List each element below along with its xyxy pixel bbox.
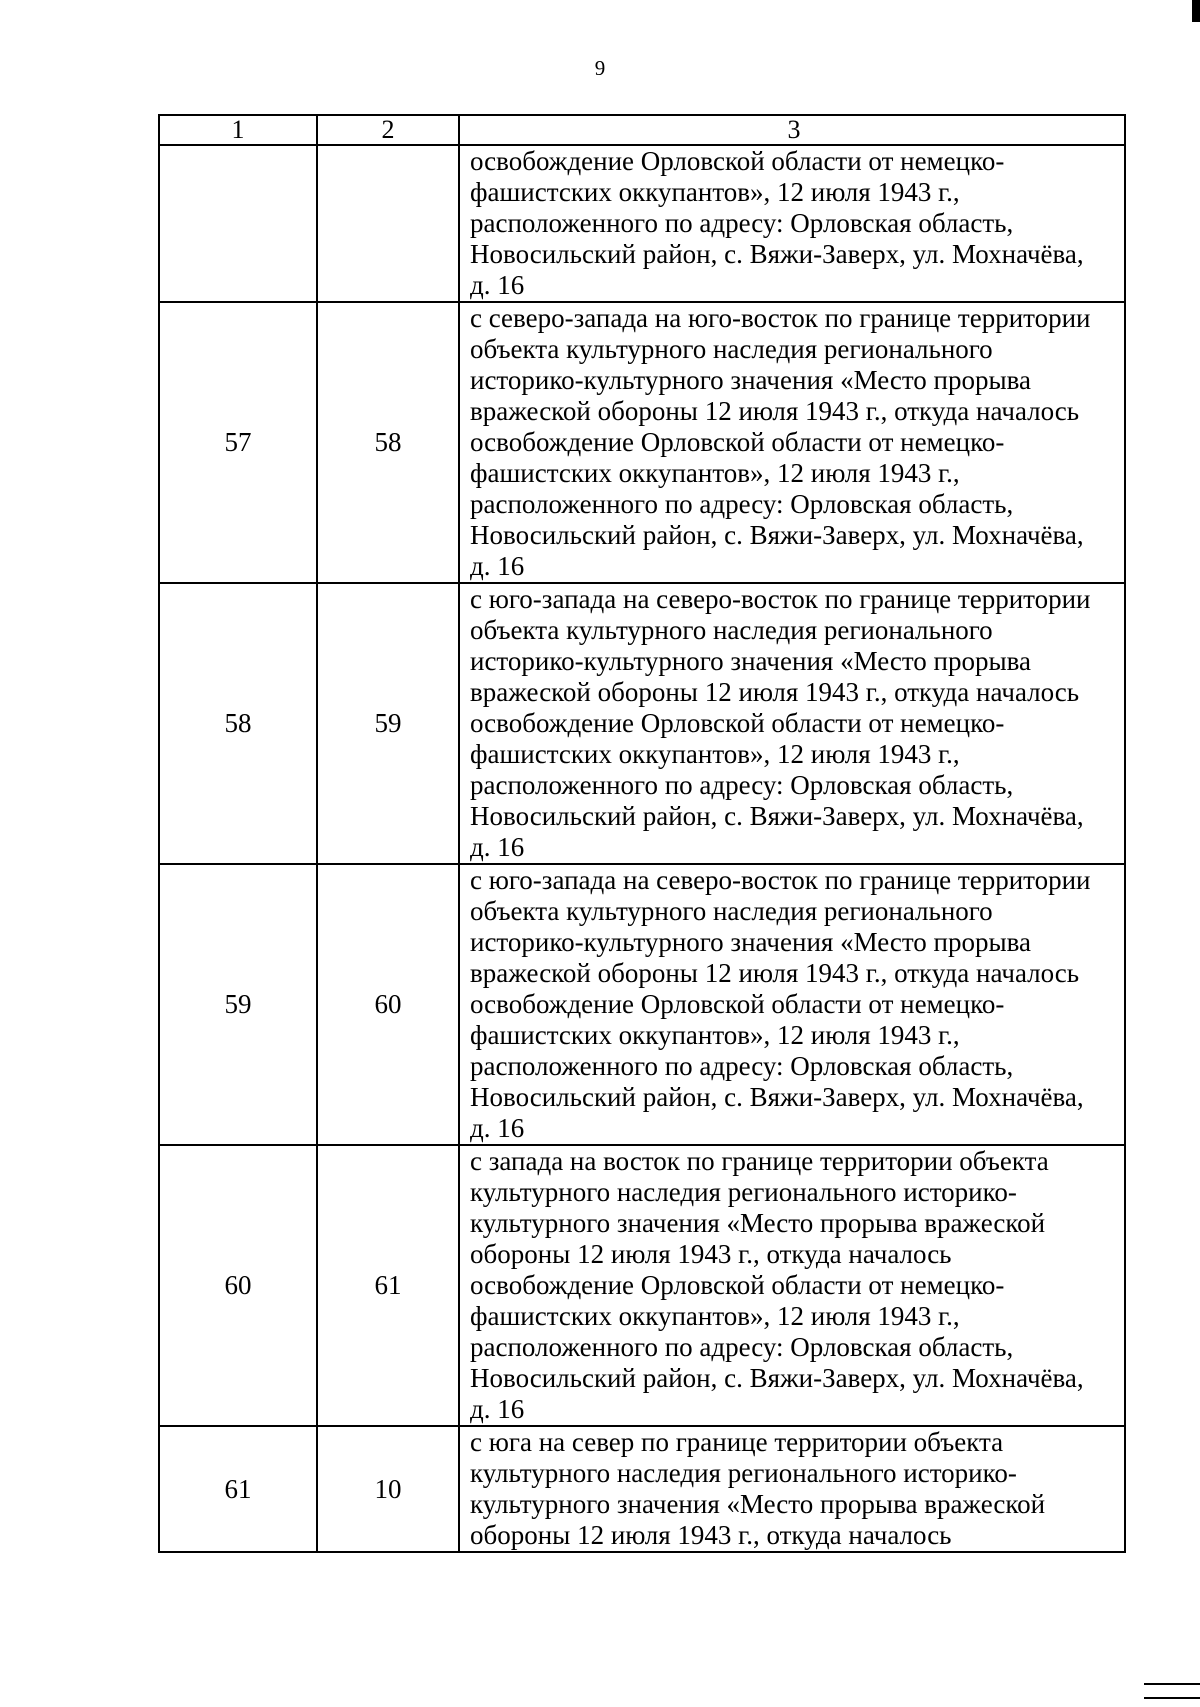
table-row (159, 864, 1125, 1145)
description-line: д. 16 (470, 551, 525, 581)
description-line: с юго-запада на северо-восток по границе территории (470, 865, 1091, 895)
boundary-table (158, 114, 1126, 1553)
point-to-cell: 61 (317, 1145, 459, 1426)
description-line: историко-культурного значения «Место прорыва (470, 365, 1032, 395)
description-line: расположенного по адресу: Орловская область, (470, 1051, 1014, 1081)
point-from-cell (159, 145, 317, 302)
description-line: Новосильский район, с. Вяжи-Заверх, ул. Мохначёва, (470, 239, 1084, 269)
header-col-1: 1 (159, 115, 317, 145)
description-line: фашистских оккупантов», 12 июля 1943 г., (470, 177, 960, 207)
description-line: с юго-запада на северо-восток по границе территории (470, 584, 1091, 614)
point-from-cell: 59 (159, 864, 317, 1145)
boundary-description-cell (459, 145, 1125, 302)
boundary-description-cell (459, 583, 1125, 864)
footer-rule (1144, 1697, 1200, 1699)
point-from-cell: 60 (159, 1145, 317, 1426)
point-to-cell: 60 (317, 864, 459, 1145)
description-line: освобождение Орловской области от немецко- (470, 989, 1005, 1019)
description-line: расположенного по адресу: Орловская область, (470, 1332, 1014, 1362)
boundary-description-cell (459, 302, 1125, 583)
description-line: Новосильский район, с. Вяжи-Заверх, ул. Мохначёва, (470, 520, 1084, 550)
description-line: культурного значения «Место прорыва вражеской (470, 1208, 1046, 1238)
boundary-description-cell (459, 864, 1125, 1145)
header-col-3: 3 (459, 115, 1125, 145)
description-line: вражеской обороны 12 июля 1943 г., откуда началось (470, 677, 1080, 707)
description-line: с запада на восток по границе территории объекта (470, 1146, 1049, 1176)
point-from-cell: 57 (159, 302, 317, 583)
description-line: д. 16 (470, 270, 525, 300)
description-line: расположенного по адресу: Орловская область, (470, 489, 1014, 519)
table-row (159, 302, 1125, 583)
point-from-cell: 58 (159, 583, 317, 864)
scan-corner-mark (1192, 0, 1200, 22)
header-col-2: 2 (317, 115, 459, 145)
point-to-cell: 59 (317, 583, 459, 864)
description-line: Новосильский район, с. Вяжи-Заверх, ул. Мохначёва, (470, 1082, 1084, 1112)
description-line: с юга на север по границе территории объекта (470, 1427, 1004, 1457)
table-row (159, 145, 1125, 302)
description-line: культурного наследия регионального историко- (470, 1177, 1017, 1207)
description-line: культурного значения «Место прорыва вражеской (470, 1489, 1046, 1519)
point-from-cell: 61 (159, 1426, 317, 1552)
description-line: культурного наследия регионального историко- (470, 1458, 1017, 1488)
description-line: историко-культурного значения «Место прорыва (470, 927, 1032, 957)
point-to-cell: 10 (317, 1426, 459, 1552)
description-line: освобождение Орловской области от немецко- (470, 1270, 1005, 1300)
description-line: освобождение Орловской области от немецко- (470, 427, 1005, 457)
description-line: д. 16 (470, 1113, 525, 1143)
description-line: Новосильский район, с. Вяжи-Заверх, ул. Мохначёва, (470, 801, 1084, 831)
boundary-description-cell (459, 1426, 1125, 1552)
description-line: освобождение Орловской области от немецко- (470, 146, 1005, 176)
table-row (159, 583, 1125, 864)
description-line: вражеской обороны 12 июля 1943 г., откуда началось (470, 958, 1080, 988)
point-to-cell (317, 145, 459, 302)
description-line: обороны 12 июля 1943 г., откуда началось (470, 1239, 952, 1269)
boundary-description-cell (459, 1145, 1125, 1426)
footer-rule (1144, 1683, 1200, 1685)
description-line: д. 16 (470, 1394, 525, 1424)
table-row (159, 1145, 1125, 1426)
description-line: расположенного по адресу: Орловская область, (470, 208, 1014, 238)
description-line: Новосильский район, с. Вяжи-Заверх, ул. Мохначёва, (470, 1363, 1084, 1393)
description-line: фашистских оккупантов», 12 июля 1943 г., (470, 1301, 960, 1331)
description-line: объекта культурного наследия регионального (470, 896, 993, 926)
description-line: с северо-запада на юго-восток по границе территории (470, 303, 1091, 333)
description-line: объекта культурного наследия регионального (470, 615, 993, 645)
description-line: вражеской обороны 12 июля 1943 г., откуда началось (470, 396, 1080, 426)
description-line: освобождение Орловской области от немецко- (470, 708, 1005, 738)
description-line: объекта культурного наследия регионального (470, 334, 993, 364)
page-number: 9 (594, 56, 606, 80)
table-header-row (159, 115, 1125, 145)
description-line: фашистских оккупантов», 12 июля 1943 г., (470, 1020, 960, 1050)
description-line: историко-культурного значения «Место прорыва (470, 646, 1032, 676)
description-line: фашистских оккупантов», 12 июля 1943 г., (470, 739, 960, 769)
description-line: д. 16 (470, 832, 525, 862)
description-line: расположенного по адресу: Орловская область, (470, 770, 1014, 800)
description-line: фашистских оккупантов», 12 июля 1943 г., (470, 458, 960, 488)
description-line: обороны 12 июля 1943 г., откуда началось (470, 1520, 952, 1550)
table-row (159, 1426, 1125, 1552)
point-to-cell: 58 (317, 302, 459, 583)
